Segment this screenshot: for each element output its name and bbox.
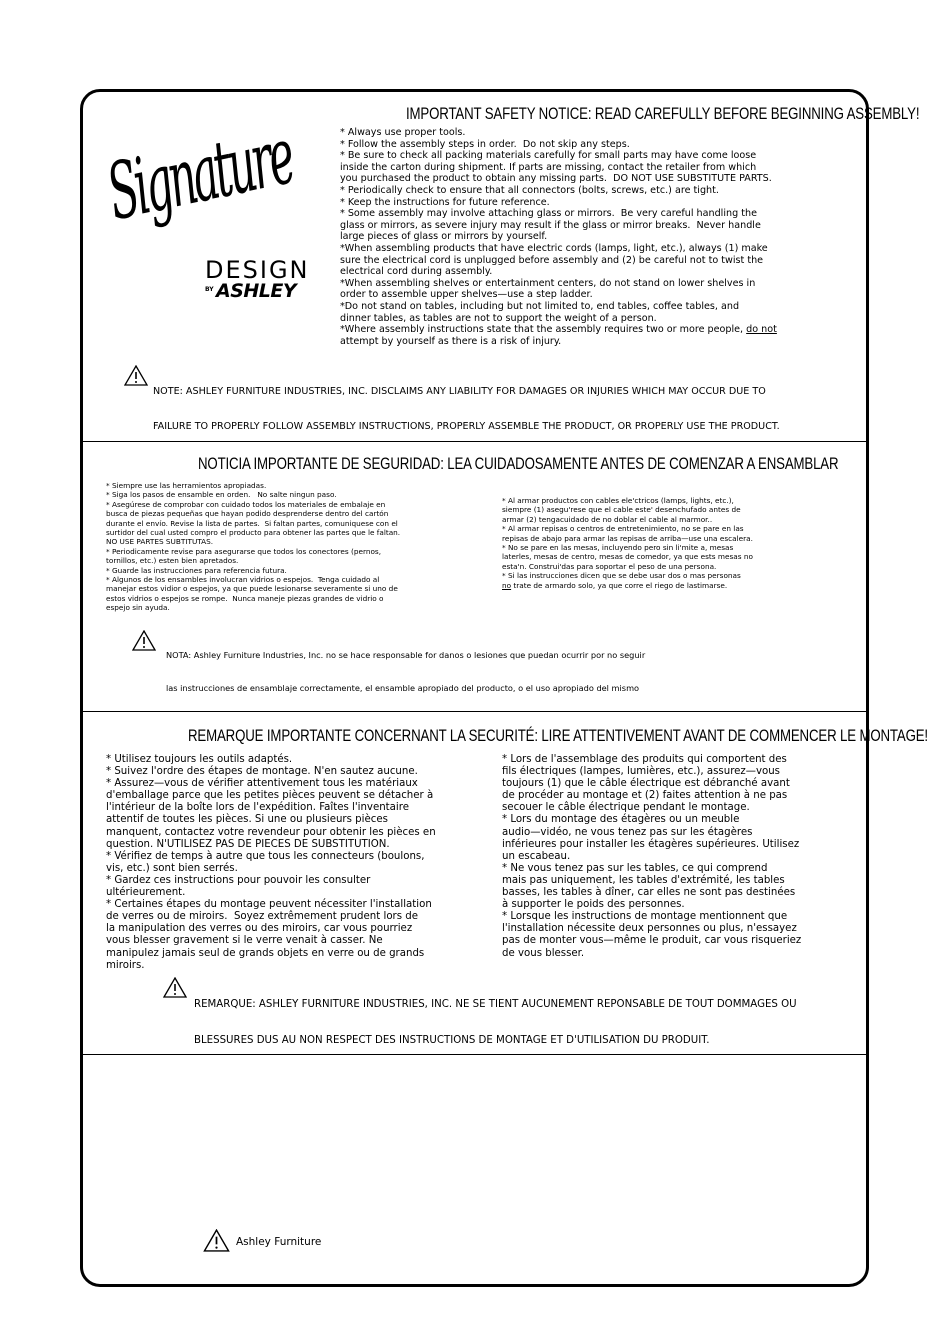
english-disclaimer-note [153, 363, 780, 444]
french-instruction-line: * Utilisez toujours les outils adaptés. [106, 754, 293, 765]
french-instruction-line: basses, les tables à dîner, car elles ne sont pas destinées [502, 887, 796, 899]
logo-script-text: Signature [100, 111, 300, 239]
spanish-instruction-line: durante el envío. Revise la lista de partes. Si faltan partes, comuniquese con el [106, 518, 398, 528]
spanish-instruction-line: repisas de abajo para armar las repisas de arriba—use una escalera. [502, 533, 753, 543]
spanish-instruction-line: tornillos, etc.) esten bien apretados. [106, 556, 239, 566]
french-instruction-line: attentif de toutes les pièces. Si une ou plusieurs pièces [106, 814, 388, 826]
english-instruction-line: * Follow the assembly steps in order. Do not skip any steps. [340, 138, 630, 150]
english-instruction-line: * Periodically check to ensure that all connectors (bolts, screws, etc.) are tight. [340, 184, 719, 196]
english-note-line-2: FAILURE TO PROPERLY FOLLOW ASSEMBLY INSTRUCTIONS, PROPERLY ASSEMBLE THE PRODUCT, OR PROPERLY USE THE PRODUCT. [153, 420, 780, 432]
english-instruction-line: order to assemble upper shelves—use a step ladder. [340, 289, 593, 301]
spanish-instruction-line: * Algunos de los ensambles involucran vidrios o espejos. Tenga cuidado al [106, 575, 380, 585]
french-instruction-line: l'intérieur de la boîte lors de l'expédition. Faîtes l'inventaire [106, 802, 409, 814]
english-instruction-line: inside the carton during shipment. If parts are missing, contact the retailer from which [340, 161, 757, 173]
french-instruction-line: manipulez jamais seul de grands objets en verre ou de grands [106, 947, 425, 959]
footer-brand-label: Ashley Furniture [236, 1236, 322, 1248]
english-instruction-line: electrical cord during assembly. [340, 266, 493, 278]
english-instruction-line: * Some assembly may involve attaching glass or mirrors. Be very careful handling the [340, 208, 757, 220]
warning-triangle-icon [132, 630, 156, 651]
spanish-instruction-line: manejar estos vidior o espejos, ya que puede lesionarse severamente si uno de [106, 584, 398, 594]
french-instruction-line: audio—vidéo, ne vous tenez pas sur les étagères [502, 826, 753, 838]
french-instruction-line: d'emballage parce que les petites pièces peuvent se détacher à [106, 790, 434, 802]
english-heading: IMPORTANT SAFETY NOTICE: READ CAREFULLY BEFORE BEGINNING ASSEMBLY! [406, 104, 920, 123]
english-instruction-line: attempt by yourself as there is a risk of injury. [340, 335, 562, 347]
french-instruction-line: de verres ou de miroirs. Soyez extrêmement prudent lors de [106, 911, 419, 923]
spanish-instruction-line: * Asegúrese de comprobar con cuidado todos los materiales de embalaje en [106, 499, 386, 509]
spanish-instruction-line: siempre (1) asegu'rese que el cable este' desenchufado antes de [502, 505, 741, 515]
spanish-instruction-line: busca de piezas pequeñas que hayan podido desprenderse dentro del cartón [106, 509, 389, 519]
spanish-instruction-line: * Siga los pasos de ensamble en orden. No salte ningun paso. [106, 490, 337, 500]
french-instruction-line: * Gardez ces instructions pour pouvoir les consulter [106, 874, 371, 886]
french-instruction-line: * Certaines étapes du montage peuvent nécessiter l'installation [106, 899, 432, 911]
french-instruction-line: * Lors de l'assemblage des produits qui comportent des [502, 754, 787, 765]
french-heading: REMARQUE IMPORTANTE CONCERNANT LA SECURITÉ: LIRE ATTENTIVEMENT AVANT DE COMMENCER LE MONTAGE! [188, 726, 928, 745]
spanish-instructions-right [502, 496, 753, 590]
french-instruction-line: l'installation nécessite deux personnes ou plus, n'essayez [502, 923, 797, 935]
english-instruction-line: * Be sure to check all packing materials carefully for small parts may have come loose [340, 150, 757, 162]
french-instruction-line: * Assurez—vous de vérifier attentivement tous les matériaux [106, 778, 418, 790]
warning-triangle-icon [203, 1229, 230, 1252]
logo-by-text: BY [205, 286, 214, 293]
french-instruction-line: la manipulation des verres ou des miroirs, car vous pourriez [106, 923, 413, 935]
spanish-instruction-line: * Al armar repisas o centros de entretenimiento, no se pare en las [502, 524, 744, 534]
english-underlined-text: do not [746, 324, 777, 336]
french-note-line-2: BLESSURES DUS AU NON RESPECT DES INSTRUCTIONS DE MONTAGE ET D'UTILISATION DU PRODUIT. [194, 1035, 710, 1047]
spanish-instruction-line: * No se pare en las mesas, incluyendo pero sin li'mite a, mesas [502, 543, 734, 553]
spanish-instruction-line: * Si las instrucciones dicen que se debe usar dos o mas personas [502, 571, 741, 581]
spanish-instruction-line: * Al armar productos con cables ele'ctricos (lamps, lights, etc.), [502, 496, 734, 505]
french-instruction-line: inférieures pour installer les étagères supérieures. Utilisez [502, 838, 800, 850]
french-instruction-line: ultérieurement. [106, 887, 186, 899]
french-instruction-line: mais pas uniquement, les tables d'extrémité, les tables [502, 874, 785, 886]
french-instruction-line: question. N'UTILISEZ PAS DE PIECES DE SUBSTITUTION. [106, 838, 390, 850]
english-instruction-line: dinner tables, as tables are not to support the weight of a person. [340, 312, 657, 324]
french-instruction-line: * Lorsque les instructions de montage mentionnent que [502, 911, 788, 923]
french-instructions-right [502, 754, 801, 960]
spanish-instruction-line: laterles, mesas de centro, mesas de comedor, ya que ests mesas no [502, 552, 753, 562]
spanish-note-line-2: las instrucciones de ensamblaje correctamente, el ensamble apropiado del producto, o el uso apropiado del mismo [166, 682, 640, 693]
spanish-instruction-line: estos vidrios o espejos se rompe. Nunca maneje piezas grandes de vidrio o [106, 593, 384, 603]
warning-triangle-icon [124, 365, 148, 386]
french-disclaimer-note [194, 975, 797, 1060]
french-instruction-line: secouer le câble électrique pendant le montage. [502, 802, 750, 814]
spanish-instruction-line: surtidor del cual usted compro el producto para obtener las partes que le faltan. [106, 528, 401, 538]
spanish-instruction-line [502, 581, 753, 590]
logo-design-text: DESIGN [205, 256, 310, 284]
french-instructions-left [106, 754, 436, 972]
spanish-instruction-line: esta'n. Construi'das para soportar el peso de una persona. [502, 561, 717, 571]
warning-triangle-icon [163, 977, 187, 998]
english-instruction-line: glass or mirrors, as severe injury may result if the glass or mirror breaks. Never handle [340, 219, 761, 231]
french-instruction-line: manquent, contactez votre revendeur pour obtenir les pièces en [106, 826, 436, 838]
english-instruction-line: sure the electrical cord is unplugged before assembly and (2) be careful not to twist the [340, 254, 764, 266]
english-instruction-line: *When assembling shelves or entertainment centers, do not stand on lower shelves in [340, 277, 756, 289]
logo-ashley-text: ASHLEY [216, 280, 297, 302]
english-instruction-line: *When assembling products that have electric cords (lamps, light, etc.), always (1) make [340, 242, 768, 254]
spanish-instruction-text: trate de armardo solo, ya que corre el riego de lastimarse. [511, 580, 728, 590]
french-instruction-line: * Suivez l'ordre des étapes de montage. N'en sautez aucune. [106, 766, 418, 778]
spanish-instruction-line: NO USE PARTES SUBTITUTAS. [106, 537, 214, 547]
spanish-instruction-line: * Siempre use las herramientos apropiadas. [106, 481, 267, 490]
french-instruction-line: * Ne vous tenez pas sur les tables, ce qui comprend [502, 862, 768, 874]
section-divider-2 [80, 711, 869, 712]
spanish-underlined-text: no [502, 580, 512, 590]
spanish-note-line-1: NOTA: Ashley Furniture Industries, Inc. no se hace responsable for danos o lesiones que puedan ocurrir por no seguir [166, 649, 646, 660]
french-instruction-line: * Lors du montage des étagères ou un meuble [502, 814, 740, 826]
french-instruction-line: toujours (1) que le câble électrique est débranché avant [502, 778, 790, 790]
french-instruction-line: vis, etc.) sont bien serrés. [106, 862, 238, 874]
english-instruction-line: *Do not stand on tables, including but not limited to, end tables, coffee tables, and [340, 300, 740, 312]
french-instruction-line: * Vérifiez de temps à autre que tous les connecteurs (boulons, [106, 850, 425, 862]
spanish-instruction-line: * Periodicamente revise para asegurarse que todos los conectores (pernos, [106, 546, 382, 556]
french-instruction-line: vous blesser gravement si le verre venait à casser. Ne [106, 935, 383, 947]
french-instruction-line: miroirs. [106, 959, 145, 971]
french-instruction-line: de procéder au montage et (2) faites attention à ne pas [502, 790, 788, 802]
english-instruction-line: large pieces of glass or mirrors by yourself. [340, 231, 548, 243]
english-instruction-line: you purchased the product to obtain any missing parts. DO NOT USE SUBSTITUTE PARTS. [340, 173, 772, 185]
french-instruction-line: fils électriques (lampes, lumières, etc.), assurez—vous [502, 766, 780, 778]
french-instruction-line: de vous blesser. [502, 947, 585, 959]
spanish-instruction-line: armar (2) tengacuidado de no doblar el cable al marmor.. [502, 514, 713, 524]
french-instruction-line: un escabeau. [502, 850, 571, 862]
english-instruction-line: *Where assembly instructions state that the assembly requires two or more people, do not [340, 324, 777, 336]
french-instruction-line: pas de monter vous—même le produit, car vous risqueriez [502, 935, 802, 947]
english-note-line-1: NOTE: ASHLEY FURNITURE INDUSTRIES, INC. DISCLAIMS ANY LIABILITY FOR DAMAGES OR INJURIES WHICH MAY OCCUR DUE TO [153, 386, 766, 398]
spanish-disclaimer-note [166, 628, 645, 704]
english-instruction-line: * Always use proper tools. [340, 127, 466, 138]
spanish-heading: NOTICIA IMPORTANTE DE SEGURIDAD: LEA CUIDADOSAMENTE ANTES DE COMENZAR A ENSAMBLAR [198, 454, 839, 473]
french-note-line-1: REMARQUE: ASHLEY FURNITURE INDUSTRIES, INC. NE SE TIENT AUCUNEMENT REPONSABLE DE TOUT DOMMAGES OU [194, 999, 797, 1011]
english-instructions [340, 127, 777, 347]
french-instruction-line: à supporter le poids des personnes. [502, 899, 685, 911]
english-instruction-line: * Keep the instructions for future reference. [340, 196, 550, 208]
spanish-instruction-line: * Guarde las instrucciones para referencia futura. [106, 565, 287, 575]
spanish-instructions-left [106, 481, 400, 613]
spanish-instruction-line: espejo sin ayuda. [106, 603, 170, 613]
